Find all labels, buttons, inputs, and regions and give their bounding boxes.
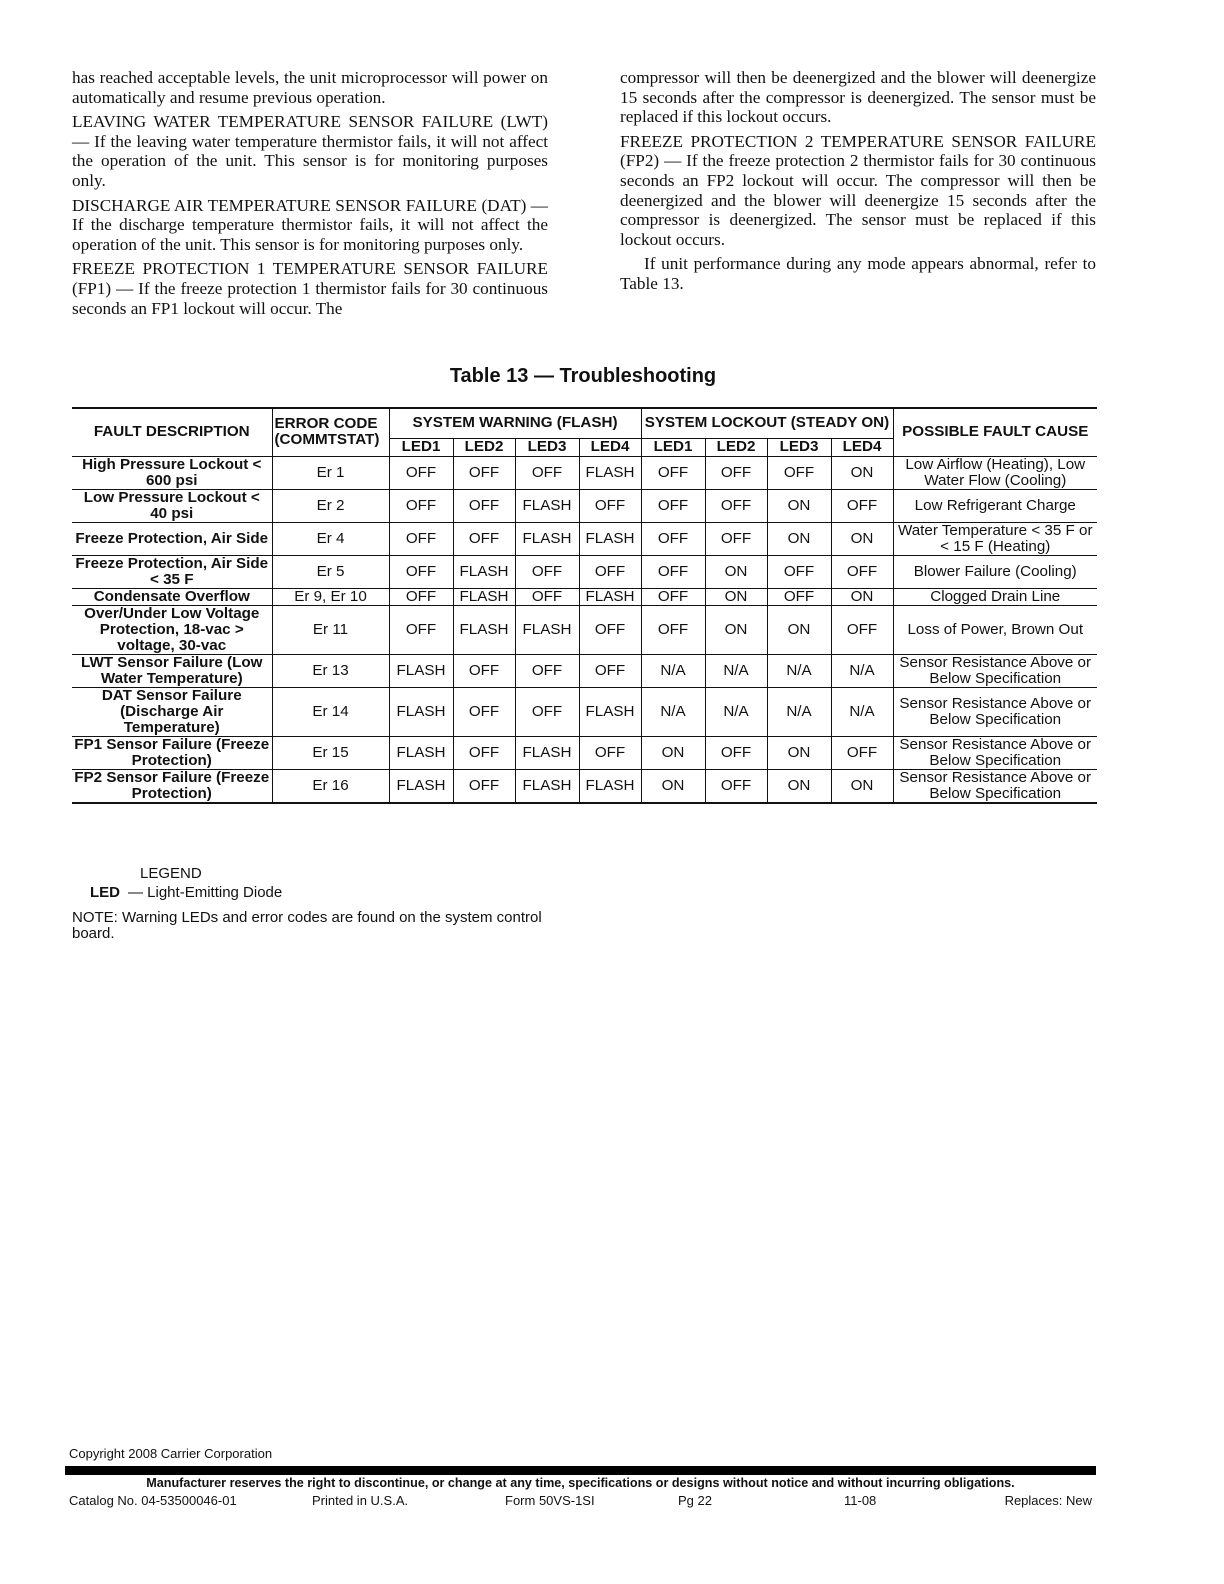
table-row (72, 769, 1097, 803)
lockout-led-cell: N/A (767, 687, 831, 736)
error-code-cell: Er 14 (272, 687, 389, 736)
fault-description-cell: Low Pressure Lockout < 40 psi (72, 489, 272, 522)
fault-cause-cell: Sensor Resistance Above or Below Specification (893, 654, 1097, 687)
lockout-led-cell: N/A (767, 654, 831, 687)
lockout-led-cell: N/A (641, 654, 705, 687)
fault-description-cell: Over/Under Low Voltage Protection, 18-vac > voltage, 30-vac (72, 605, 272, 654)
header-lockout-led: LED4 (831, 438, 893, 456)
table-body (72, 456, 1097, 803)
header-lockout-led: LED1 (641, 438, 705, 456)
replaces: Replaces: New (1004, 1493, 1092, 1508)
lockout-led-cell: ON (831, 456, 893, 489)
error-code-cell: Er 1 (272, 456, 389, 489)
page-number: Pg 22 (678, 1493, 712, 1508)
fault-description-cell: High Pressure Lockout < 600 psi (72, 456, 272, 489)
header-warning-led: LED4 (579, 438, 641, 456)
lockout-led-cell: OFF (641, 605, 705, 654)
table-row (72, 654, 1097, 687)
lockout-led-cell: N/A (641, 687, 705, 736)
lockout-led-cell: ON (767, 769, 831, 803)
table-title: Table 13 — Troubleshooting (449, 365, 717, 387)
header-possible-fault-cause: POSSIBLE FAULT CAUSE (893, 408, 1097, 456)
lockout-led-cell: N/A (705, 687, 767, 736)
right-text-column (620, 68, 1096, 299)
warning-led-cell: OFF (389, 588, 453, 605)
error-code-cell: Er 5 (272, 555, 389, 588)
header-lockout-led: LED3 (767, 438, 831, 456)
warning-led-cell: OFF (453, 736, 515, 769)
warning-led-cell: FLASH (453, 588, 515, 605)
warning-led-cell: OFF (515, 654, 579, 687)
paragraph: FREEZE PROTECTION 2 TEMPERATURE SENSOR FAILURE (FP2) — If the freeze protection 2 thermistor fails for 30 continuous seconds an FP2 lockout will occur. The compressor will then be deenergized and the blower will deenergize 15 seconds after the compressor is deenergized. The sensor must be replaced if this lockout occurs. (620, 131, 1096, 249)
table-row (72, 522, 1097, 555)
lockout-led-cell: OFF (767, 456, 831, 489)
warning-led-cell: FLASH (389, 736, 453, 769)
table-row (72, 605, 1097, 654)
lockout-led-cell: OFF (641, 489, 705, 522)
warning-led-cell: FLASH (579, 769, 641, 803)
lockout-led-cell: ON (831, 588, 893, 605)
fault-cause-cell: Low Airflow (Heating), Low Water Flow (Cooling) (893, 456, 1097, 489)
warning-led-cell: FLASH (389, 654, 453, 687)
warning-led-cell: OFF (453, 769, 515, 803)
lockout-led-cell: ON (767, 736, 831, 769)
footer-rule (65, 1466, 1096, 1475)
lockout-led-cell: OFF (641, 522, 705, 555)
error-code-cell: Er 9, Er 10 (272, 588, 389, 605)
fault-cause-cell: Low Refrigerant Charge (893, 489, 1097, 522)
fault-description-cell: Freeze Protection, Air Side (72, 522, 272, 555)
fault-cause-cell: Loss of Power, Brown Out (893, 605, 1097, 654)
error-code-cell: Er 2 (272, 489, 389, 522)
paragraph: DISCHARGE AIR TEMPERATURE SENSOR FAILURE (DAT) — If the discharge temperature thermistor fails, it will not affect the operation of the unit. This sensor is for monitoring purposes only. (72, 195, 548, 254)
warning-led-cell: OFF (453, 456, 515, 489)
warning-led-cell: OFF (579, 736, 641, 769)
lockout-led-cell: OFF (705, 522, 767, 555)
paragraph: FREEZE PROTECTION 1 TEMPERATURE SENSOR FAILURE (FP1) — If the freeze protection 1 thermistor fails for 30 continuous seconds an FP1 lockout will occur. The (72, 259, 548, 318)
catalog-number: Catalog No. 04-53500046-01 (69, 1493, 237, 1508)
lockout-led-cell: N/A (831, 654, 893, 687)
warning-led-cell: OFF (389, 605, 453, 654)
header-fault-description: FAULT DESCRIPTION (72, 408, 272, 456)
copyright: Copyright 2008 Carrier Corporation (69, 1446, 273, 1461)
lockout-led-cell: ON (831, 769, 893, 803)
error-code-cell: Er 13 (272, 654, 389, 687)
lockout-led-cell: ON (705, 605, 767, 654)
printed-in: Printed in U.S.A. (312, 1493, 409, 1508)
lockout-led-cell: ON (641, 769, 705, 803)
paragraph: has reached acceptable levels, the unit microprocessor will power on automatically and resume previous operation. (72, 68, 548, 107)
warning-led-cell: FLASH (515, 489, 579, 522)
fault-cause-cell: Sensor Resistance Above or Below Specification (893, 687, 1097, 736)
table-row (72, 687, 1097, 736)
lockout-led-cell: OFF (767, 588, 831, 605)
legend-title: LEGEND (140, 865, 202, 882)
fault-description-cell: LWT Sensor Failure (Low Water Temperature) (72, 654, 272, 687)
fault-cause-cell: Blower Failure (Cooling) (893, 555, 1097, 588)
lockout-led-cell: OFF (831, 555, 893, 588)
lockout-led-cell: OFF (705, 489, 767, 522)
fault-cause-cell: Clogged Drain Line (893, 588, 1097, 605)
lockout-led-cell: N/A (831, 687, 893, 736)
warning-led-cell: OFF (389, 456, 453, 489)
warning-led-cell: OFF (515, 456, 579, 489)
lockout-led-cell: OFF (705, 456, 767, 489)
warning-led-cell: FLASH (515, 769, 579, 803)
table-note: NOTE: Warning LEDs and error codes are found on the system control board. (72, 909, 542, 942)
legend-definition: — Light-Emitting Diode (128, 884, 283, 901)
lockout-led-cell: OFF (767, 555, 831, 588)
lockout-led-cell: ON (831, 522, 893, 555)
legend-entry (72, 883, 552, 902)
error-code-cell: Er 11 (272, 605, 389, 654)
error-code-cell: Er 4 (272, 522, 389, 555)
fault-description-cell: Freeze Protection, Air Side < 35 F (72, 555, 272, 588)
paragraph: If unit performance during any mode appears abnormal, refer to Table 13. (620, 254, 1096, 293)
fault-cause-cell: Water Temperature < 35 F or < 15 F (Heating) (893, 522, 1097, 555)
fault-description-cell: Condensate Overflow (72, 588, 272, 605)
fault-description-cell: FP1 Sensor Failure (Freeze Protection) (72, 736, 272, 769)
header-lockout-led: LED2 (705, 438, 767, 456)
warning-led-cell: FLASH (389, 687, 453, 736)
lockout-led-cell: ON (767, 605, 831, 654)
lockout-led-cell: OFF (831, 736, 893, 769)
footer-notice: Manufacturer reserves the right to discontinue, or change at any time, specifications or designs without notice and without incurring obligations. (146, 1476, 1015, 1490)
warning-led-cell: FLASH (389, 769, 453, 803)
fault-cause-cell: Sensor Resistance Above or Below Specification (893, 769, 1097, 803)
fault-description-cell: FP2 Sensor Failure (Freeze Protection) (72, 769, 272, 803)
warning-led-cell: FLASH (579, 456, 641, 489)
legend-abbreviation: LED (90, 884, 120, 901)
lockout-led-cell: OFF (641, 588, 705, 605)
warning-led-cell: OFF (579, 605, 641, 654)
warning-led-cell: OFF (579, 555, 641, 588)
lockout-led-cell: OFF (831, 489, 893, 522)
warning-led-cell: OFF (579, 654, 641, 687)
fault-description-cell: DAT Sensor Failure (Discharge Air Temperature) (72, 687, 272, 736)
date-code: 11-08 (844, 1493, 877, 1508)
error-code-cell: Er 16 (272, 769, 389, 803)
warning-led-cell: FLASH (579, 588, 641, 605)
lockout-led-cell: ON (641, 736, 705, 769)
warning-led-cell: OFF (453, 654, 515, 687)
lockout-led-cell: ON (767, 489, 831, 522)
warning-led-cell: FLASH (579, 522, 641, 555)
header-system-lockout: SYSTEM LOCKOUT (STEADY ON) (641, 408, 893, 438)
warning-led-cell: FLASH (515, 522, 579, 555)
lockout-led-cell: OFF (641, 456, 705, 489)
lockout-led-cell: OFF (705, 769, 767, 803)
warning-led-cell: OFF (515, 687, 579, 736)
legend (72, 864, 552, 942)
troubleshooting-table (72, 407, 1097, 804)
form-number: Form 50VS-1SI (505, 1493, 595, 1508)
lockout-led-cell: OFF (641, 555, 705, 588)
warning-led-cell: FLASH (515, 736, 579, 769)
lockout-led-cell: ON (705, 555, 767, 588)
warning-led-cell: OFF (515, 555, 579, 588)
warning-led-cell: OFF (453, 522, 515, 555)
header-warning-led: LED3 (515, 438, 579, 456)
table-row (72, 456, 1097, 489)
lockout-led-cell: ON (767, 522, 831, 555)
error-code-cell: Er 15 (272, 736, 389, 769)
fault-cause-cell: Sensor Resistance Above or Below Specification (893, 736, 1097, 769)
warning-led-cell: OFF (579, 489, 641, 522)
header-warning-led: LED1 (389, 438, 453, 456)
table-row (72, 588, 1097, 605)
warning-led-cell: FLASH (453, 555, 515, 588)
paragraph: LEAVING WATER TEMPERATURE SENSOR FAILURE (LWT) — If the leaving water temperature thermistor fails, it will not affect the operation of the unit. This sensor is for monitoring purposes only. (72, 112, 548, 190)
warning-led-cell: FLASH (453, 605, 515, 654)
warning-led-cell: FLASH (515, 605, 579, 654)
warning-led-cell: FLASH (579, 687, 641, 736)
lockout-led-cell: OFF (705, 736, 767, 769)
lockout-led-cell: ON (705, 588, 767, 605)
header-warning-led: LED2 (453, 438, 515, 456)
lockout-led-cell: OFF (831, 605, 893, 654)
warning-led-cell: OFF (453, 489, 515, 522)
warning-led-cell: OFF (389, 489, 453, 522)
table-row (72, 489, 1097, 522)
warning-led-cell: OFF (389, 555, 453, 588)
left-text-column (72, 68, 548, 323)
header-error-code: ERROR CODE (COMMTSTAT) (272, 408, 389, 456)
warning-led-cell: OFF (453, 687, 515, 736)
warning-led-cell: OFF (389, 522, 453, 555)
header-system-warning: SYSTEM WARNING (FLASH) (389, 408, 641, 438)
table-row (72, 736, 1097, 769)
lockout-led-cell: N/A (705, 654, 767, 687)
paragraph: compressor will then be deenergized and the blower will deenergize 15 seconds after the compressor is deenergized. The sensor must be replaced if this lockout occurs. (620, 68, 1096, 127)
warning-led-cell: OFF (515, 588, 579, 605)
table-row (72, 555, 1097, 588)
